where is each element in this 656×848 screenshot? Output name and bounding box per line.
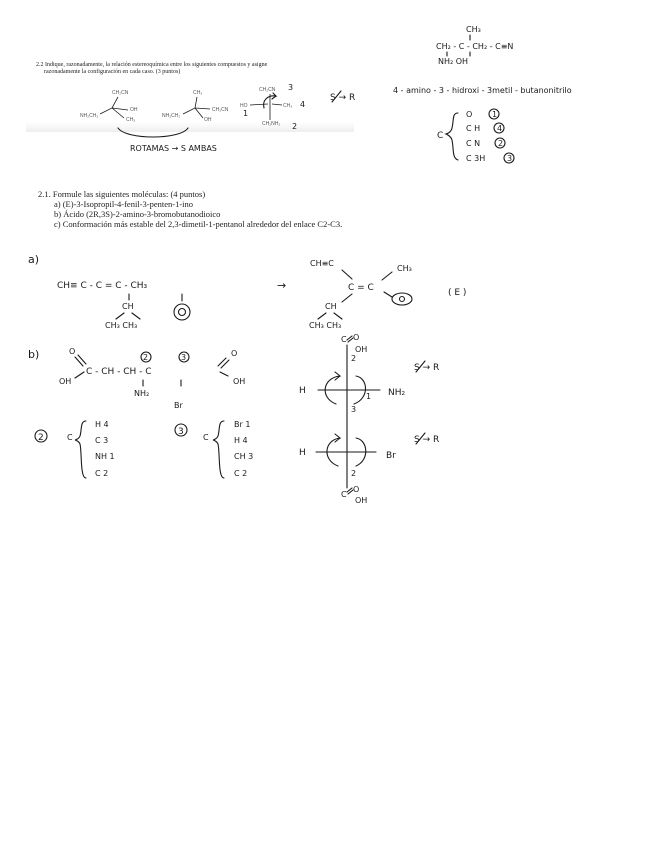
mol2-bottom: OH (204, 117, 212, 123)
mol3-num-right: 4 (300, 100, 306, 109)
part-b-c2-item-3: NH 1 (95, 452, 115, 461)
question-2-2-line2: razonadamente la configuración en cada caso. (3 puntos) (44, 69, 181, 75)
part-b-c2-num: 2 (143, 353, 149, 362)
part-a-prod-top-right: CH₃ (397, 264, 412, 273)
part-b-c3-brace: C (203, 433, 209, 442)
priority-atom-4: C 3H (466, 154, 486, 163)
fischer-top-c: C (341, 335, 347, 344)
formula-main: CH₂ - C - CH₂ - C≡N (436, 42, 514, 51)
rotamer-bracket (118, 128, 188, 137)
fischer-upper-right: NH₂ (388, 388, 406, 398)
fischer-top-o: O (353, 333, 360, 342)
part-b-nh2: NH₂ (134, 389, 150, 398)
priority-atom-1: O (466, 110, 473, 119)
part-b-c2-item-2: C 3 (95, 436, 109, 445)
answer-relation: ROTAMAS → S AMBAS (130, 144, 217, 153)
fischer-num-bottom: 2 (351, 469, 357, 478)
fischer-upper-left: H (299, 386, 306, 396)
mol3-num-top: 3 (288, 83, 294, 92)
part-a-prod-top-left: CH≡C (310, 259, 334, 268)
part-a-prod-branch: CH (325, 302, 337, 311)
fischer-upper-rotation-arrow (325, 372, 365, 404)
fischer-num-mid: 3 (351, 405, 357, 414)
part-a-prod-isopropyl: CH₃ CH₃ (309, 321, 342, 330)
mol3-bottom: CH₂NH₂ (262, 121, 281, 127)
part-a-arrow: → (277, 279, 287, 292)
priority-brace (446, 113, 458, 160)
mol2-top: CH₃ (193, 90, 203, 96)
config-lower: S → R (414, 435, 440, 445)
priority-rank-1: 1 (492, 110, 498, 119)
mol2-right: CH₂CN (212, 107, 229, 113)
priority-atom-2: C H (466, 124, 481, 133)
priority-atom-3: C N (466, 139, 481, 148)
part-b-c2-item-4: C 2 (95, 469, 109, 478)
part-a-branch: CH (122, 302, 134, 311)
priority-rank-3: 2 (498, 139, 504, 148)
part-b-c3-item-3: CH 3 (234, 452, 254, 461)
mol1-right: OH (130, 107, 138, 113)
part-b-right-o: O (231, 349, 238, 358)
part-b-br: Br (174, 401, 183, 410)
part-a-isomer: ( E ) (448, 288, 467, 298)
part-b-acid-o: O (69, 347, 76, 356)
answer-config-2-2: S → R (330, 93, 356, 103)
mol3-right: CH₃ (283, 103, 293, 109)
fischer-lower-left: H (299, 448, 306, 458)
fischer-num-top: 2 (351, 354, 357, 363)
fischer-lower-rotation-arrow (327, 434, 366, 466)
part-b-c3-item-2: H 4 (234, 436, 248, 445)
formula-sub: NH₂ OH (438, 57, 469, 66)
part-a (28, 253, 466, 330)
priority-rank-4: 3 (507, 154, 513, 163)
question-2-1-item-c: c) Conformación más estable del 2,3-dimetil-1-pentanol alrededor del enlace C2-C3. (54, 219, 343, 229)
priority-rank-2: 4 (497, 124, 503, 133)
part-b-c3-num: 3 (181, 353, 187, 362)
question-2-1-item-a: a) (E)-3-Isopropil-4-fenil-3-penten-1-ino (54, 199, 194, 209)
mol3-top: CH₂CN (259, 87, 276, 93)
part-a-label: a) (28, 253, 40, 266)
part-b-c2-item-1: H 4 (95, 420, 109, 429)
question-2-2-line1: 2.2 Indique, razonadamente, la relación estereoquímica entre los siguientes compuestos y asigne (36, 62, 268, 68)
priority-brace-label: C (437, 131, 444, 141)
part-b-c3-item-1: Br 1 (234, 420, 251, 429)
mol1-bottom: CH₃ (126, 117, 136, 123)
part-b-c2-brace: C (67, 433, 73, 442)
part-b-label: b) (28, 348, 40, 361)
part-b-right-oh: OH (233, 377, 246, 386)
part-b (28, 333, 439, 505)
name-block (393, 25, 572, 163)
part-b-c3-item-4: C 2 (234, 469, 248, 478)
part-a-isopropyl: CH₃ CH₃ (105, 321, 138, 330)
question-2-1-title: 2.1. Formule las siguientes moléculas: (4 puntos) (38, 189, 206, 199)
part-b-chain: C - CH - CH - C (86, 367, 152, 377)
config-upper: S → R (414, 363, 440, 373)
fischer-bottom-oh: OH (355, 496, 368, 505)
molecule-1 (80, 90, 138, 123)
fischer-bottom-c: C (341, 490, 347, 499)
mol3-num-bottom: 2 (292, 122, 298, 131)
part-a-prod-mid: C = C (348, 283, 374, 293)
fischer-num-right: 1 (366, 392, 372, 401)
mol1-top: CH₂CN (112, 90, 129, 96)
question-2-1-item-b: b) Ácido (2R,3S)-2-amino-3-bromobutanodioico (54, 209, 221, 219)
mol3-left: HO (240, 103, 248, 109)
mol3-num-left: 1 (243, 109, 249, 118)
mol2-left: NH₂CH₂ (162, 113, 181, 119)
compound-name: 4 - amino - 3 - hidroxi - 3metil - butanonitrilo (393, 86, 572, 95)
part-b-c2-label: 2 (38, 433, 44, 443)
formula-top: CH₃ (466, 25, 481, 34)
molecule-3 (240, 83, 305, 131)
fischer-top-oh: OH (355, 345, 368, 354)
part-b-c3-label: 3 (178, 427, 184, 437)
part-b-acid-oh: OH (59, 377, 72, 386)
fischer-bottom-o: O (353, 485, 360, 494)
molecule-2 (162, 90, 229, 123)
fischer-lower-right: Br (386, 451, 396, 461)
part-a-chain: CH≡ C - C = C - CH₃ (57, 281, 148, 291)
mol1-left: NH₂CH₂ (80, 113, 99, 119)
